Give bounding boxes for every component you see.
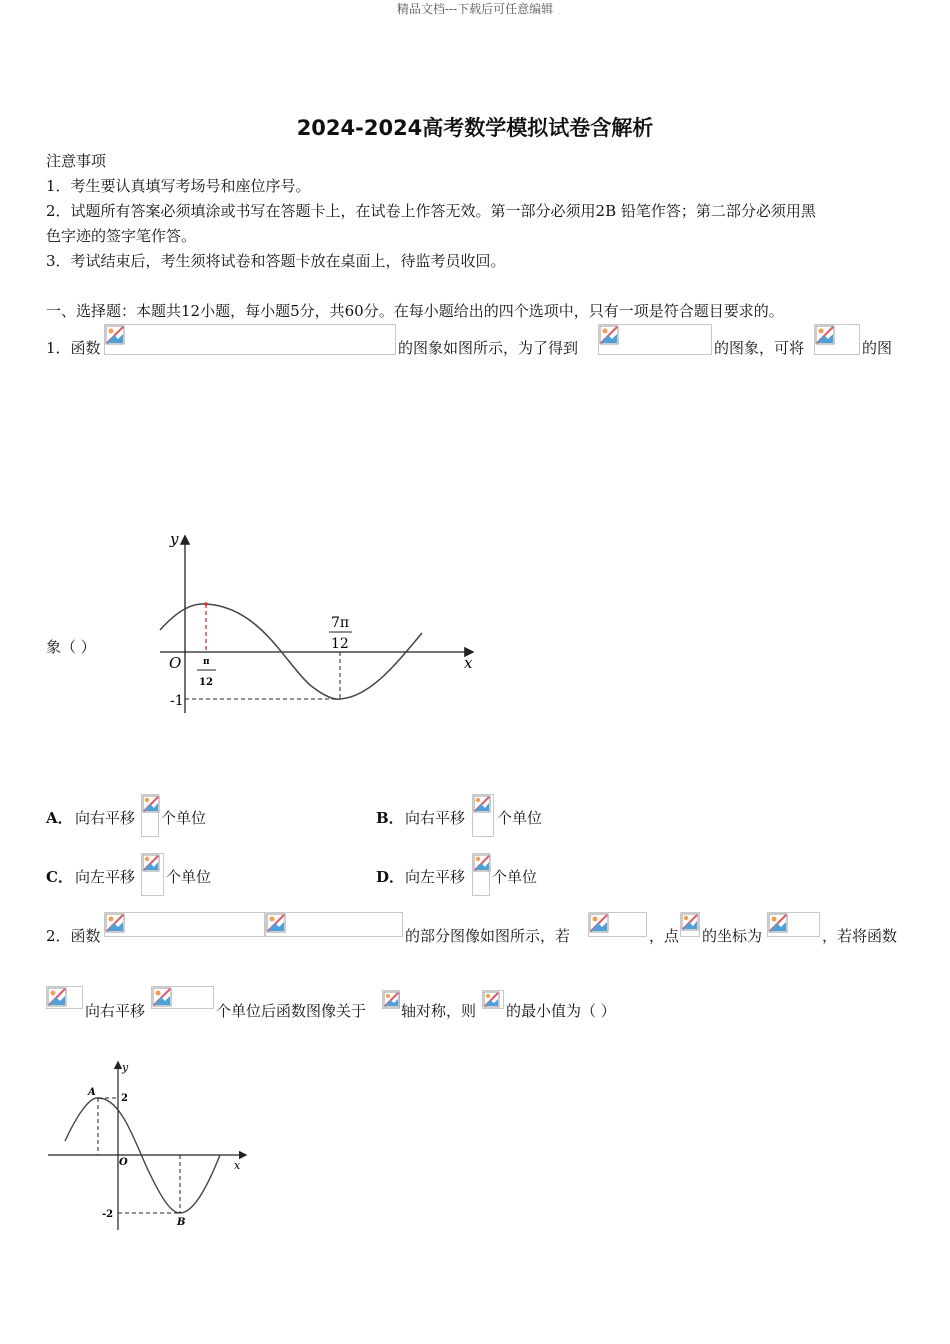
broken-image-icon — [483, 991, 500, 1008]
page-watermark: 精品文档---下载后可任意编辑 — [396, 2, 554, 16]
option-c-formula-image — [141, 853, 164, 896]
q2-formula-image — [680, 912, 700, 937]
q2-text: 的坐标为 — [702, 927, 763, 945]
option-c-unit: 个单位 — [166, 868, 212, 886]
page-title: 2024-2024高考数学模拟试卷含解析 — [296, 116, 654, 140]
q2-formula-image — [46, 986, 83, 1009]
broken-image-icon — [142, 854, 160, 872]
option-b-text: 向右平移 — [405, 809, 466, 827]
broken-image-icon — [589, 913, 609, 933]
x-axis-label: x — [464, 654, 473, 672]
point-b-label: B — [177, 1217, 186, 1228]
broken-image-icon — [47, 987, 67, 1007]
option-b-formula-image — [472, 794, 494, 837]
q2-formula-image — [588, 912, 647, 937]
broken-image-icon — [681, 913, 699, 931]
tick-label-pi-denominator: 12 — [199, 677, 213, 688]
q2-formula-image — [382, 990, 400, 1009]
option-a-formula-image — [141, 794, 159, 837]
broken-image-icon — [599, 325, 619, 345]
notice-item: 色字迹的签字笔作答。 — [46, 227, 197, 245]
broken-image-icon — [142, 795, 160, 813]
option-d-text: 向左平移 — [405, 868, 466, 886]
broken-image-icon — [105, 325, 125, 345]
q1-text: 的图象如图所示，为了得到 — [398, 339, 579, 357]
option-d-unit: 个单位 — [492, 868, 538, 886]
notice-item: 3．考试结束后，考生须将试卷和答题卡放在桌面上，待监考员收回。 — [46, 252, 506, 270]
q1-formula-image — [598, 324, 712, 355]
option-c-text: 向左平移 — [75, 868, 136, 886]
q2-text: ，若将函数 — [822, 927, 898, 945]
option-a-unit: 个单位 — [161, 809, 207, 827]
q2-function-graph — [40, 1055, 255, 1235]
option-d-formula-image — [472, 853, 490, 896]
q2-formula-image — [104, 912, 265, 937]
tick-label-y-top: 2 — [121, 1093, 128, 1104]
notice-heading: 注意事项 — [46, 152, 107, 170]
tick-label-pi-numerator: π — [203, 657, 210, 667]
q2-formula-image — [767, 912, 820, 937]
tick-label-7pi-numerator: 7π — [331, 615, 350, 631]
q2-formula-image — [265, 912, 403, 937]
y-axis-label: y — [122, 1061, 129, 1074]
max-point — [204, 602, 208, 606]
notice-item: 1．考生要认真填写考场号和座位序号。 — [46, 177, 311, 195]
q1-text: 象（ ） — [46, 638, 96, 656]
q2-text: 的部分图像如图所示，若 — [405, 927, 571, 945]
q2-text: 轴对称，则 — [401, 1002, 477, 1020]
broken-image-icon — [768, 913, 788, 933]
broken-image-icon — [473, 795, 491, 813]
q1-text: 的图象，可将 — [714, 339, 805, 357]
q2-text: 个单位后函数图像关于 — [216, 1002, 367, 1020]
q1-prefix: 1．函数 — [46, 339, 101, 357]
q1-function-graph — [150, 525, 485, 720]
option-d-label: D． — [376, 868, 405, 886]
broken-image-icon — [473, 854, 491, 872]
option-a-label: A． — [46, 809, 73, 827]
broken-image-icon — [105, 913, 125, 933]
option-c-label: C． — [46, 868, 73, 886]
q2-prefix: 2．函数 — [46, 927, 101, 945]
notice-item: 2．试题所有答案必须填涂或书写在答题卡上，在试卷上作答无效。第一部分必须用2B 铅笔作答；第二部分必须用黑 — [46, 202, 816, 220]
point-a-label: A — [88, 1087, 96, 1098]
broken-image-icon — [383, 991, 400, 1008]
q1-formula-image — [814, 324, 860, 355]
q2-text: 的最小值为（ ） — [506, 1002, 616, 1020]
option-b-label: B． — [376, 809, 404, 827]
option-a-text: 向右平移 — [75, 809, 136, 827]
q1-text: 的图 — [862, 339, 893, 357]
broken-image-icon — [815, 325, 835, 345]
y-axis-label: y — [170, 530, 179, 548]
q2-formula-image — [151, 986, 214, 1009]
section-intro: 一、选择题：本题共12小题，每小题5分，共60分。在每小题给出的四个选项中，只有一项是符合题目要求的。 — [46, 302, 784, 320]
option-b-unit: 个单位 — [497, 809, 543, 827]
x-axis-label: x — [234, 1159, 241, 1172]
tick-label-neg-one: -1 — [170, 693, 184, 709]
q1-formula-image — [104, 324, 396, 355]
q2-text: 向右平移 — [85, 1002, 146, 1020]
tick-label-7pi-denominator: 12 — [331, 636, 349, 652]
q2-text: ，点 — [649, 927, 680, 945]
origin-label: O — [119, 1157, 128, 1168]
tick-label-y-bottom: -2 — [102, 1209, 114, 1220]
origin-label: O — [169, 654, 182, 672]
broken-image-icon — [152, 987, 172, 1007]
q2-formula-image — [482, 990, 504, 1009]
broken-image-icon — [266, 913, 286, 933]
